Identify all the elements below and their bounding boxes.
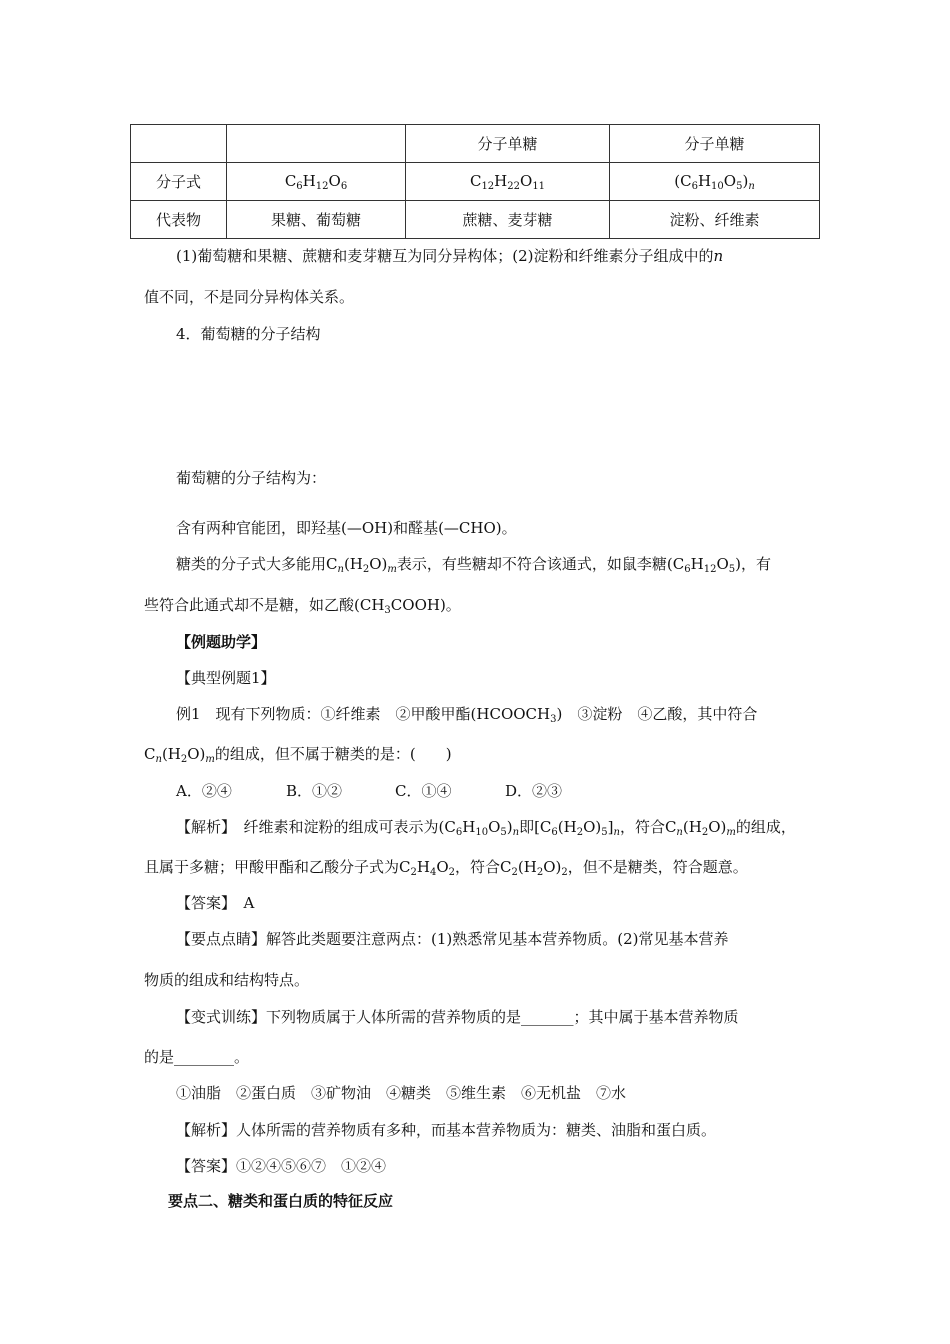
representative-value: 果糖、葡萄糖	[227, 201, 406, 239]
representative-label: 代表物	[131, 201, 227, 239]
example-answer: 【答案】 A	[176, 894, 255, 912]
functional-groups-text: 含有两种官能团，即羟基(—OH)和醛基(—CHO)。	[176, 519, 517, 537]
representative-value: 蔗糖、麦芽糖	[406, 201, 610, 239]
glucose-structure-text: 葡萄糖的分子结构为：	[176, 469, 327, 487]
variant-training-cont: 的是________。	[144, 1048, 250, 1066]
example-analysis: 【解析】 纤维素和淀粉的组成可表示为$(C_6H_{10}O_5)_n$即$[C_6(H_2O)_5]_n$，符合$C_n(H_2O)_m$的组成，	[176, 818, 796, 838]
section-2-title: 要点二、糖类和蛋白质的特征反应	[168, 1192, 394, 1210]
example-header: 【例题助学】	[176, 633, 267, 651]
representative-value: 淀粉、纤维素	[610, 201, 820, 239]
variant-answer: 【答案】①②④⑤⑥⑦ ①②④	[176, 1157, 387, 1175]
option-d: D．②③	[505, 782, 563, 800]
section-4-title: 4．葡萄糖的分子结构	[176, 325, 321, 343]
example-question-cont: $C_n(H_2O)_m$的组成，但不属于糖类的是：( )	[144, 745, 452, 765]
formula-label: 分子式	[131, 163, 227, 201]
variant-training: 【变式训练】下列物质属于人体所需的营养物质的是_______；其中属于基本营养物质	[176, 1008, 739, 1026]
table-cell: 分子单糖	[406, 125, 610, 163]
sugar-comparison-table	[130, 124, 820, 239]
formula-note: 糖类的分子式大多能用$C_n(H_2O)_m$表示，有些糖却不符合该通式，如鼠李糖$(C_6H_{12}O_5)$，有	[176, 555, 771, 575]
formula-polysaccharide: $(C_6H_{10}O_5)_n$	[610, 163, 820, 201]
table-row	[131, 125, 820, 163]
example-analysis-cont: 且属于多糖；甲酸甲酯和乙酸分子式为$C_2H_4O_2$，符合$C_2(H_2O)_2$，但不是糖类，符合题意。	[144, 858, 748, 878]
isomer-note: (1)葡萄糖和果糖、蔗糖和麦芽糖互为同分异构体；(2)淀粉和纤维素分子组成中的n	[176, 247, 724, 265]
isomer-note-cont: 值不同，不是同分异构体关系。	[144, 288, 355, 306]
formula-note-cont: 些符合此通式却不是糖，如乙酸$(CH_3COOH)$。	[144, 596, 461, 616]
table-cell: 分子单糖	[610, 125, 820, 163]
formula-monosaccharide: $C_6H_{12}O_6$	[227, 163, 406, 201]
formula-disaccharide: $C_{12}H_{22}O_{11}$	[406, 163, 610, 201]
table-row	[131, 201, 820, 239]
option-b: B．①②	[286, 782, 343, 800]
key-point-cont: 物质的组成和结构特点。	[144, 971, 310, 989]
variant-analysis: 【解析】人体所需的营养物质有多种，而基本营养物质为：糖类、油脂和蛋白质。	[176, 1121, 717, 1139]
table-cell	[227, 125, 406, 163]
key-point: 【要点点睛】解答此类题要注意两点：(1)熟悉常见基本营养物质。(2)常见基本营养	[176, 930, 729, 948]
option-c: C．①④	[395, 782, 452, 800]
nutrient-list: ①油脂 ②蛋白质 ③矿物油 ④糖类 ⑤维生素 ⑥无机盐 ⑦水	[176, 1084, 627, 1102]
option-a: A．②④	[176, 782, 232, 800]
table-cell	[131, 125, 227, 163]
typical-example-label: 【典型例题1】	[176, 669, 276, 687]
example-question: 例1 现有下列物质：①纤维素 ②甲酸甲酯$(HCOOCH_3)$ ③淀粉 ④乙酸，其中符合	[176, 705, 758, 725]
table-row	[131, 163, 820, 201]
